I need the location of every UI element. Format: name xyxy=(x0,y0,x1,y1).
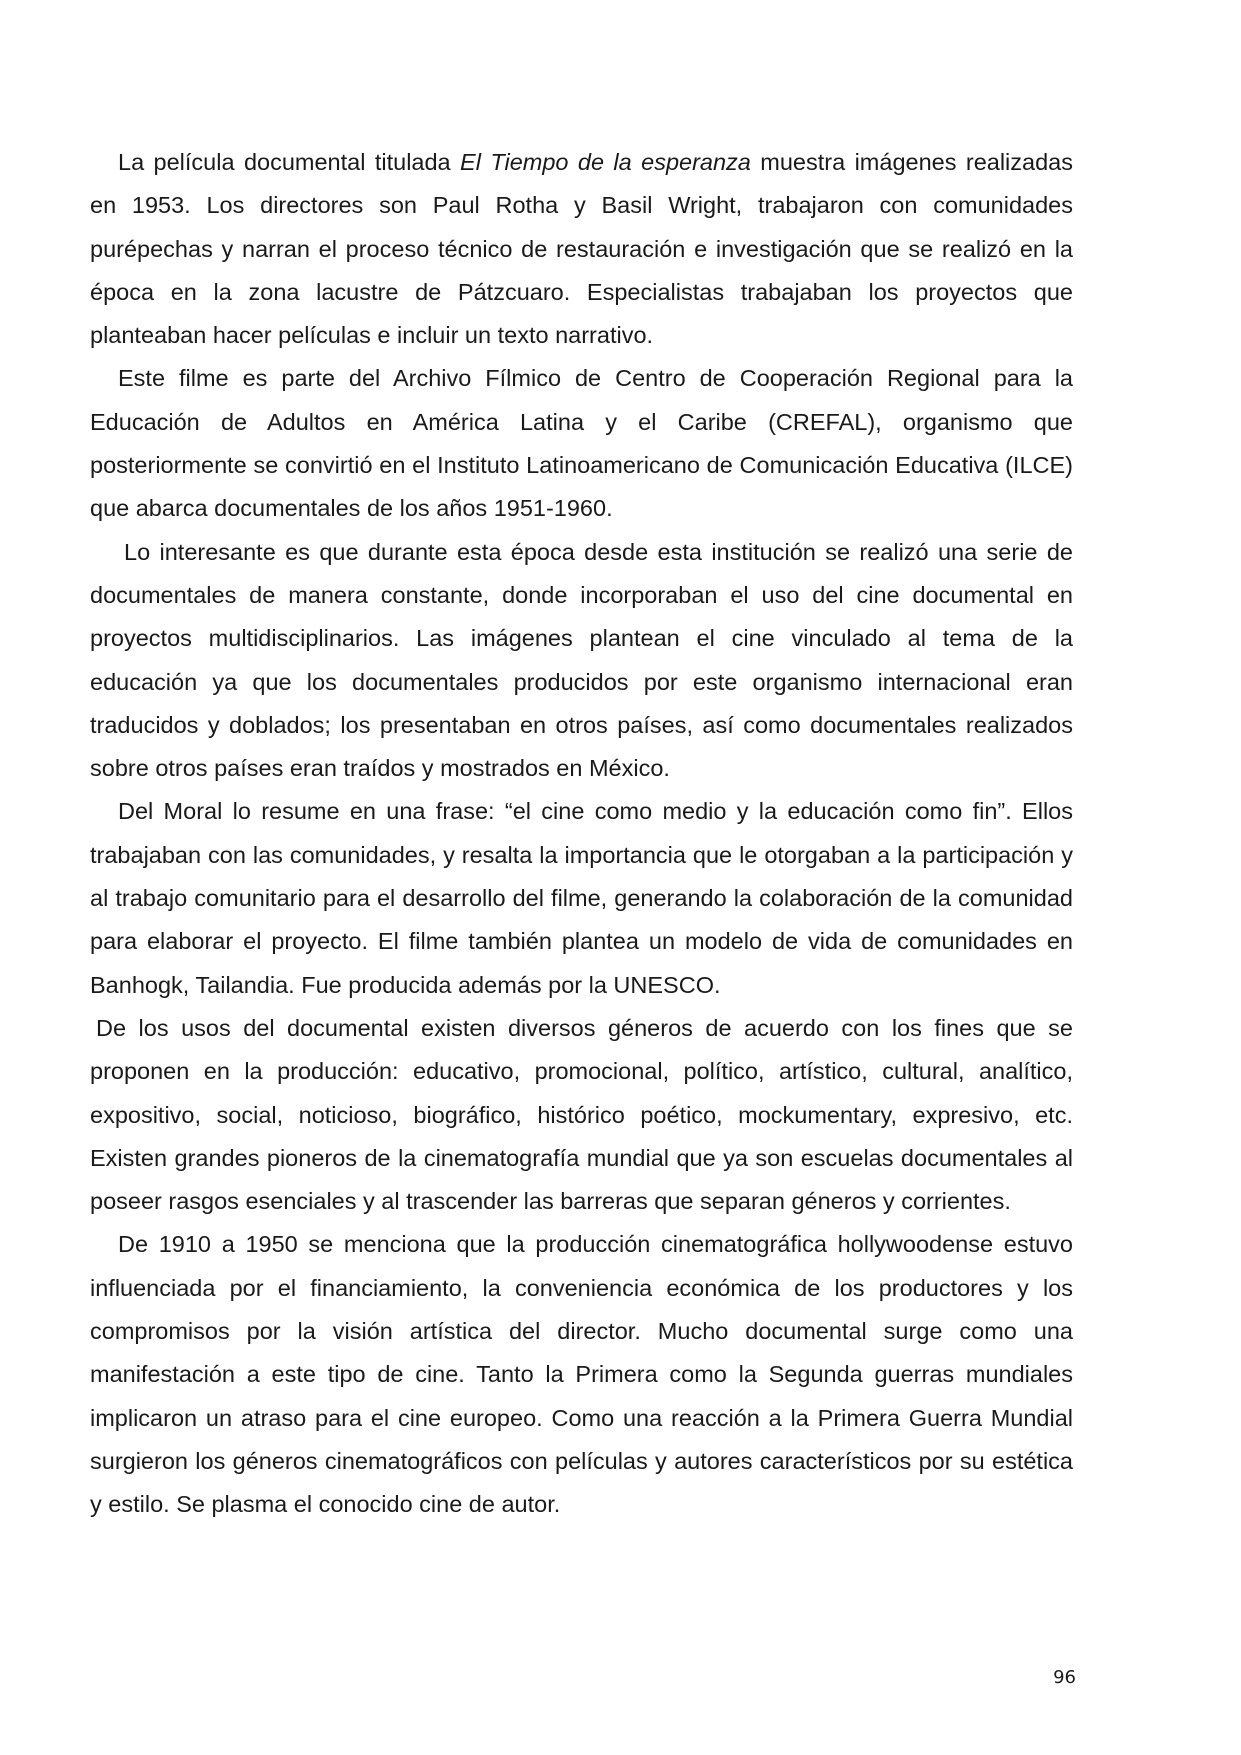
paragraph-5: De los usos del documental existen diversos géneros de acuerdo con los fines que se proponen en la producción: educativo, promocional, político, artístico, cultural, analítico, expositivo, social, noticioso, biográfico, histórico poético, mockumentary, expresivo, etc. Existen grandes pioneros de la cinematografía mundial que ya son escuelas documentales al poseer rasgos esenciales y al trascender las barreras que separan géneros y corrientes. xyxy=(90,1014,1073,1215)
paragraph-1-lead: La película documental titulada xyxy=(118,149,461,175)
paragraph-6: De 1910 a 1950 se menciona que la producción cinematográfica hollywoodense estuvo influenciada por el financiamiento, la conveniencia económica de los productores y los compromisos por la visión artística del director. Mucho documental surge como una manifestación a este tipo de cine. Tanto la Primera como la Segunda guerras mundiales implicaron un atraso para el cine europeo. Como una reacción a la Primera Guerra Mundial surgieron los géneros cinematográficos con películas y autores característicos por su estética y estilo. Se plasma el conocido cine de autor. xyxy=(90,1231,1073,1518)
paragraph-1 xyxy=(90,141,1073,357)
page-number: 96 xyxy=(1053,1667,1076,1688)
paragraph-3: Lo interesante es que durante esta época desde esta institución se realizó una serie de documentales de manera constante, donde incorporaban el uso del cine documental en proyectos multidisciplinarios. Las imágenes plantean el cine vinculado al tema de la educación ya que los documentales producidos por este organismo internacional eran traducidos y doblados; los presentaban en otros países, así como documentales realizados sobre otros países eran traídos y mostrados en México. xyxy=(90,538,1073,782)
paragraph-1-rest: muestra imágenes realizadas en 1953. Los directores son Paul Rotha y Basil Wright, trabajaron con comunidades purépechas y narran el proceso técnico de restauración e investigación que se realizó en la época en la zona lacustre de Pátzcuaro. Especialistas trabajaban los proyectos que planteaban hacer películas e incluir un texto narrativo. xyxy=(90,149,1073,349)
film-title: El Tiempo de la esperanza xyxy=(460,149,751,175)
paragraph-2: Este filme es parte del Archivo Fílmico de Centro de Cooperación Regional para la Educación de Adultos en América Latina y el Caribe (CREFAL), organismo que posteriormente se convirtió en el Instituto Latinoamericano de Comunicación Educativa (ILCE) que abarca documentales de los años 1951-1960. xyxy=(90,365,1073,522)
paragraph-4: Del Moral lo resume en una frase: “el cine como medio y la educación como fin”. Ellos trabajaban con las comunidades, y resalta la importancia que le otorgaban a la participación y al trabajo comunitario para el desarrollo del filme, generando la colaboración de la comunidad para elaborar el proyecto. El filme también plantea un modelo de vida de comunidades en Banhogk, Tailandia. Fue producida además por la UNESCO. xyxy=(90,798,1073,998)
page-body xyxy=(90,141,1073,1527)
